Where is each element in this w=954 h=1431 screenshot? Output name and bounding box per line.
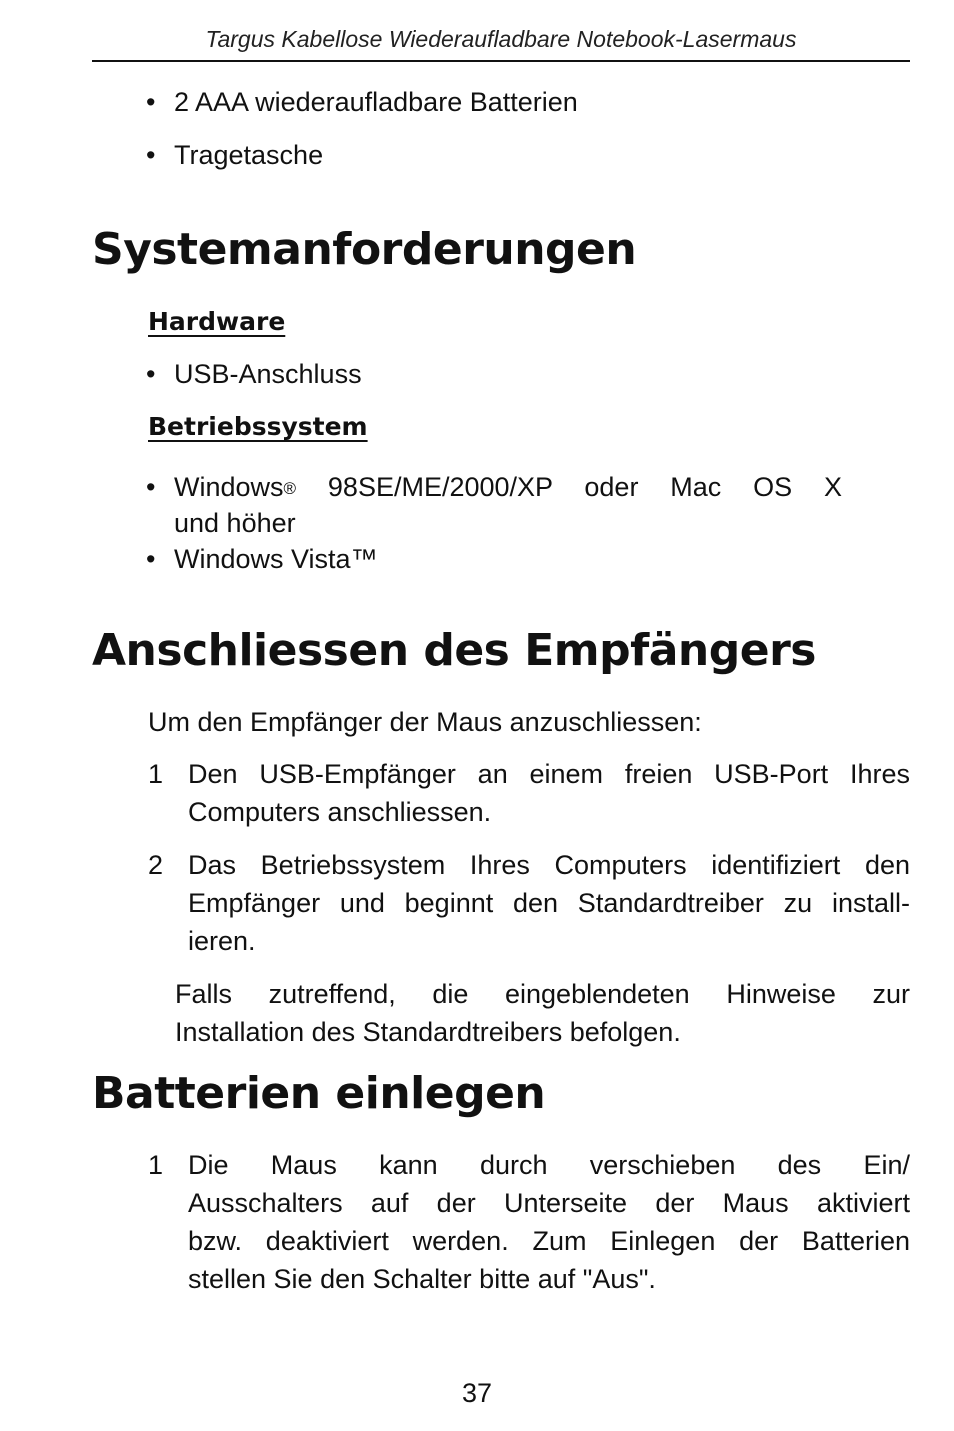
bullet-icon: • bbox=[146, 472, 156, 502]
intro-text: Um den Empfänger der Maus anzuschliessen: bbox=[148, 707, 702, 737]
bullet-icon: • bbox=[146, 544, 156, 574]
subheading-hardware: Hardware bbox=[148, 307, 286, 336]
list-item: • Windows® 98SE/ME/2000/XP oder Mac OS X bbox=[146, 468, 842, 508]
bullet-icon: • bbox=[146, 87, 156, 117]
subheading-os: Betriebssystem bbox=[148, 412, 368, 441]
header-rule bbox=[92, 60, 910, 62]
note-paragraph: Falls zutreffend, die eingeblendeten Hinweise zur Installation des Standardtreibers befolgen. bbox=[175, 979, 910, 1047]
list-item-continuation: und höher bbox=[174, 508, 296, 538]
numbered-step: 1 Die Maus kann durch verschieben des Ein/ Ausschalters auf der Unterseite der Maus aktiviert bzw. deaktiviert werden. Zum Einlegen der Batterien stellen Sie den Schalter bitte auf "Aus". bbox=[148, 1146, 910, 1306]
list-item: • Windows Vista™ bbox=[146, 540, 378, 578]
section-title-system: Systemanforderungen bbox=[92, 224, 637, 275]
running-header: Targus Kabellose Wiederaufladbare Notebook-Lasermaus bbox=[205, 26, 797, 52]
step-number: 1 bbox=[148, 759, 164, 789]
step-number: 1 bbox=[148, 1150, 164, 1180]
numbered-step: 2 Das Betriebssystem Ihres Computers identifiziert den Empfänger und beginnt den Standardtreiber zu install- ieren. bbox=[148, 846, 910, 966]
section-title-batteries: Batterien einlegen bbox=[92, 1068, 546, 1119]
numbered-step: 1 Den USB-Empfänger an einem freien USB-Port Ihres Computers anschliessen. bbox=[148, 755, 910, 835]
list-item: • Tragetasche bbox=[146, 136, 323, 174]
bullet-icon: • bbox=[146, 140, 156, 170]
bullet-icon: • bbox=[146, 359, 156, 389]
list-item: • USB-Anschluss bbox=[146, 355, 362, 393]
section-title-receiver: Anschliessen des Empfängers bbox=[92, 625, 816, 676]
page-number: 37 bbox=[461, 1378, 493, 1408]
list-item: • 2 AAA wiederaufladbare Batterien bbox=[146, 83, 578, 121]
step-number: 2 bbox=[148, 850, 164, 880]
